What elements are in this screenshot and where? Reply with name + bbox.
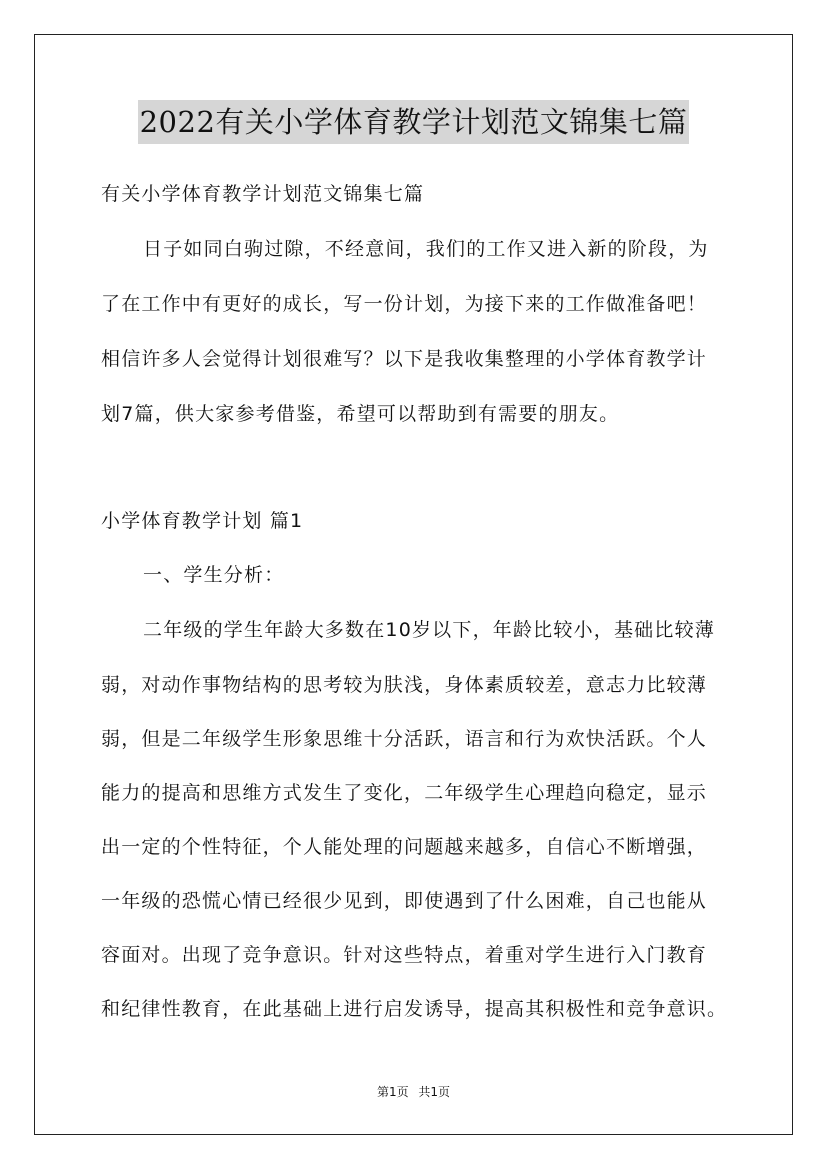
intro-line-3: 相信许多人会觉得计划很难写？以下是我收集整理的小学体育教学计 [101, 348, 708, 370]
body-line-7: 容面对。出现了竞争意识。针对这些特点，着重对学生进行入门教育 [101, 944, 708, 966]
intro-line-2: 了在工作中有更好的成长，写一份计划，为接下来的工作做准备吧！ [101, 293, 708, 315]
intro-line-1: 日子如同白驹过隙，不经意间，我们的工作又进入新的阶段，为 [143, 238, 709, 260]
page-number: 第1页 [376, 1085, 409, 1099]
document-subtitle: 有关小学体育教学计划范文锦集七篇 [101, 183, 425, 205]
document-title: 2022有关小学体育教学计划范文锦集七篇 [138, 100, 690, 144]
body-line-1: 二年级的学生年龄大多数在10岁以下，年龄比较小，基础比较薄 [143, 619, 715, 641]
intro-line-4: 划7篇，供大家参考借鉴，希望可以帮助到有需要的朋友。 [101, 403, 620, 425]
section-heading: 小学体育教学计划 篇1 [101, 510, 304, 532]
subsection-heading: 一、学生分析： [143, 564, 285, 586]
page-footer [0, 1084, 827, 1100]
title-container [0, 100, 827, 144]
body-line-8: 和纪律性教育，在此基础上进行启发诱导，提高其积极性和竞争意识。 [101, 998, 728, 1020]
body-line-2: 弱，对动作事物结构的思考较为肤浅，身体素质较差，意志力比较薄 [101, 674, 708, 696]
body-line-6: 一年级的恐慌心情已经很少见到，即使遇到了什么困难，自己也能从 [101, 890, 708, 912]
body-line-3: 弱，但是二年级学生形象思维十分活跃，语言和行为欢快活跃。个人 [101, 728, 708, 750]
page-total: 共1页 [418, 1085, 451, 1099]
body-line-4: 能力的提高和思维方式发生了变化，二年级学生心理趋向稳定，显示 [101, 782, 708, 804]
body-line-5: 出一定的个性特征，个人能处理的问题越来越多，自信心不断增强， [101, 836, 708, 858]
